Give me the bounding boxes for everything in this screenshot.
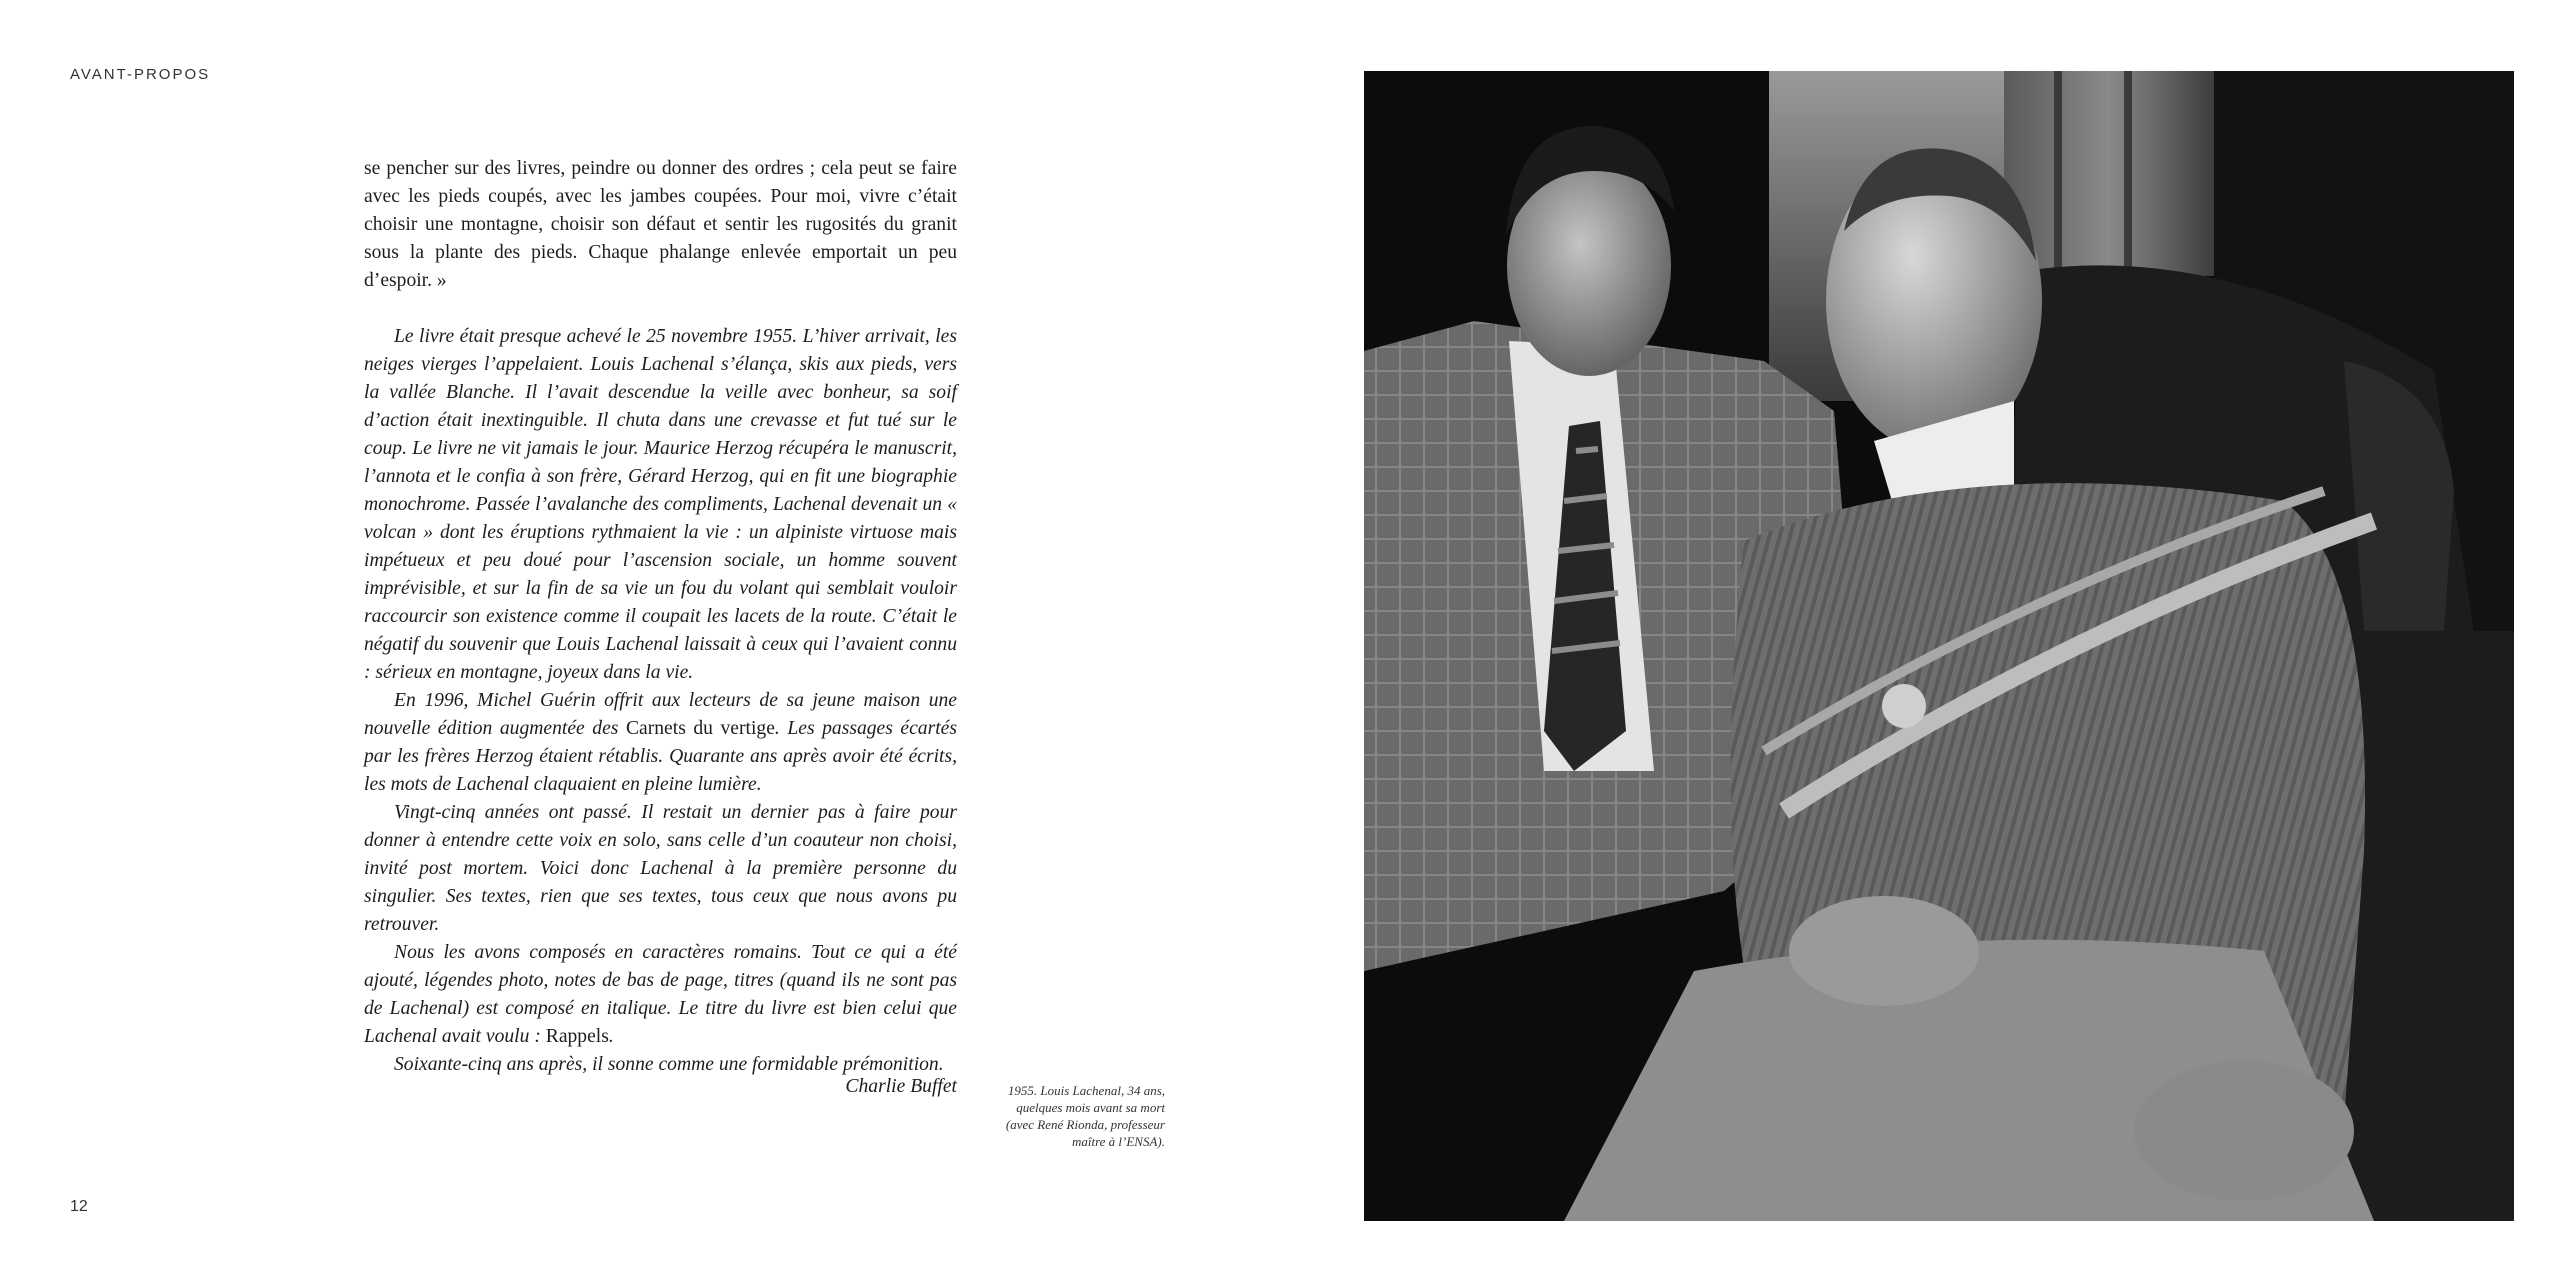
book-title-carnets: Carnets du vertige (625, 718, 775, 739)
paragraph-2-part-a: En 1996, Michel Guérin offrit aux lecteurs de sa jeune maison une nouvelle édition augmentée des (364, 690, 957, 739)
paragraph-4-part-a: Nous les avons composés en caractères romains. Tout ce qui a été ajouté, légendes photo, notes de bas de page, titres (quand ils ne sont pas de Lachenal) est composé en italique. Le titre du livre est bien celui que Lachenal avait voulu : (364, 942, 957, 1047)
caption-line-1: 1955. Louis Lachenal, 34 ans, (1007, 1083, 1165, 1098)
running-head: AVANT-PROPOS (70, 66, 211, 83)
caption-line-2: quelques mois avant sa mort (1016, 1100, 1165, 1115)
caption-line-4: maître à l’ENSA). (1071, 1134, 1165, 1149)
paragraph-2-part-b: . Les passages écartés par les frères Herzog étaient rétablis. Quarante ans après avoir été écrits, les mots de Lachenal claquaient en pleine lumière. (364, 718, 957, 795)
black-and-white-portrait-photo-icon (1364, 71, 2514, 1221)
body-text (364, 155, 957, 1079)
paragraph-quote-end: se pencher sur des livres, peindre ou donner des ordres ; cela peut se faire avec les pieds coupés, avec les jambes coupées. Pour moi, vivre c’était choisir une montagne, choisir son défaut et sentir les rugosités du granit sous la plante des pieds. Chaque phalange enlevée emportait un peu d’espoir. » (364, 158, 957, 291)
page-number: 12 (70, 1198, 88, 1215)
photo-caption (950, 1082, 1165, 1150)
paragraph-2 (364, 687, 957, 799)
portrait-photo (1364, 71, 2514, 1221)
paragraph-4 (364, 939, 957, 1051)
paragraph-4-part-b: . (608, 1026, 614, 1047)
paragraph-1: Le livre était presque achevé le 25 novembre 1955. L’hiver arrivait, les neiges vierges l’appelaient. Louis Lachenal s’élança, skis aux pieds, vers la vallée Blanche. Il l’avait descendue la veille avec bonheur, sa soif d’action était inextinguible. Il chuta dans une crevasse et fut tué sur le coup. Le livre ne vit jamais le jour. Maurice Herzog récupéra le manuscrit, l’annota et le confia à son frère, Gérard Herzog, qui en fit une biographie monochrome. Passée l’avalanche des compliments, Lachenal devenait un « volcan » dont les éruptions rythmaient la vie : un alpiniste virtuose mais impétueux et peu doué pour l’ascension sociale, un homme souvent imprévisible, et sur la fin de sa vie un fou du volant qui semblait vouloir raccourcir son existence comme il coupait les lacets de la route. C’était le négatif du souvenir que Louis Lachenal laissait à ceux qui l’avaient connu : sérieux en montagne, joyeux dans la vie. (364, 326, 957, 683)
paragraph-3: Vingt-cinq années ont passé. Il restait un dernier pas à faire pour donner à entendre cette voix en solo, sans celle d’un coauteur non choisi, invité post mortem. Voici donc Lachenal à la première personne du singulier. Ses textes, rien que ses textes, tous ceux que nous avons pu retrouver. (364, 802, 957, 935)
paragraph-5: Soixante-cinq ans après, il sonne comme une formidable prémonition. (394, 1054, 944, 1075)
book-title-rappels: Rappels (545, 1026, 609, 1047)
caption-line-3: (avec René Rionda, professeur (1005, 1117, 1165, 1132)
signature: Charlie Buffet (845, 1076, 957, 1097)
